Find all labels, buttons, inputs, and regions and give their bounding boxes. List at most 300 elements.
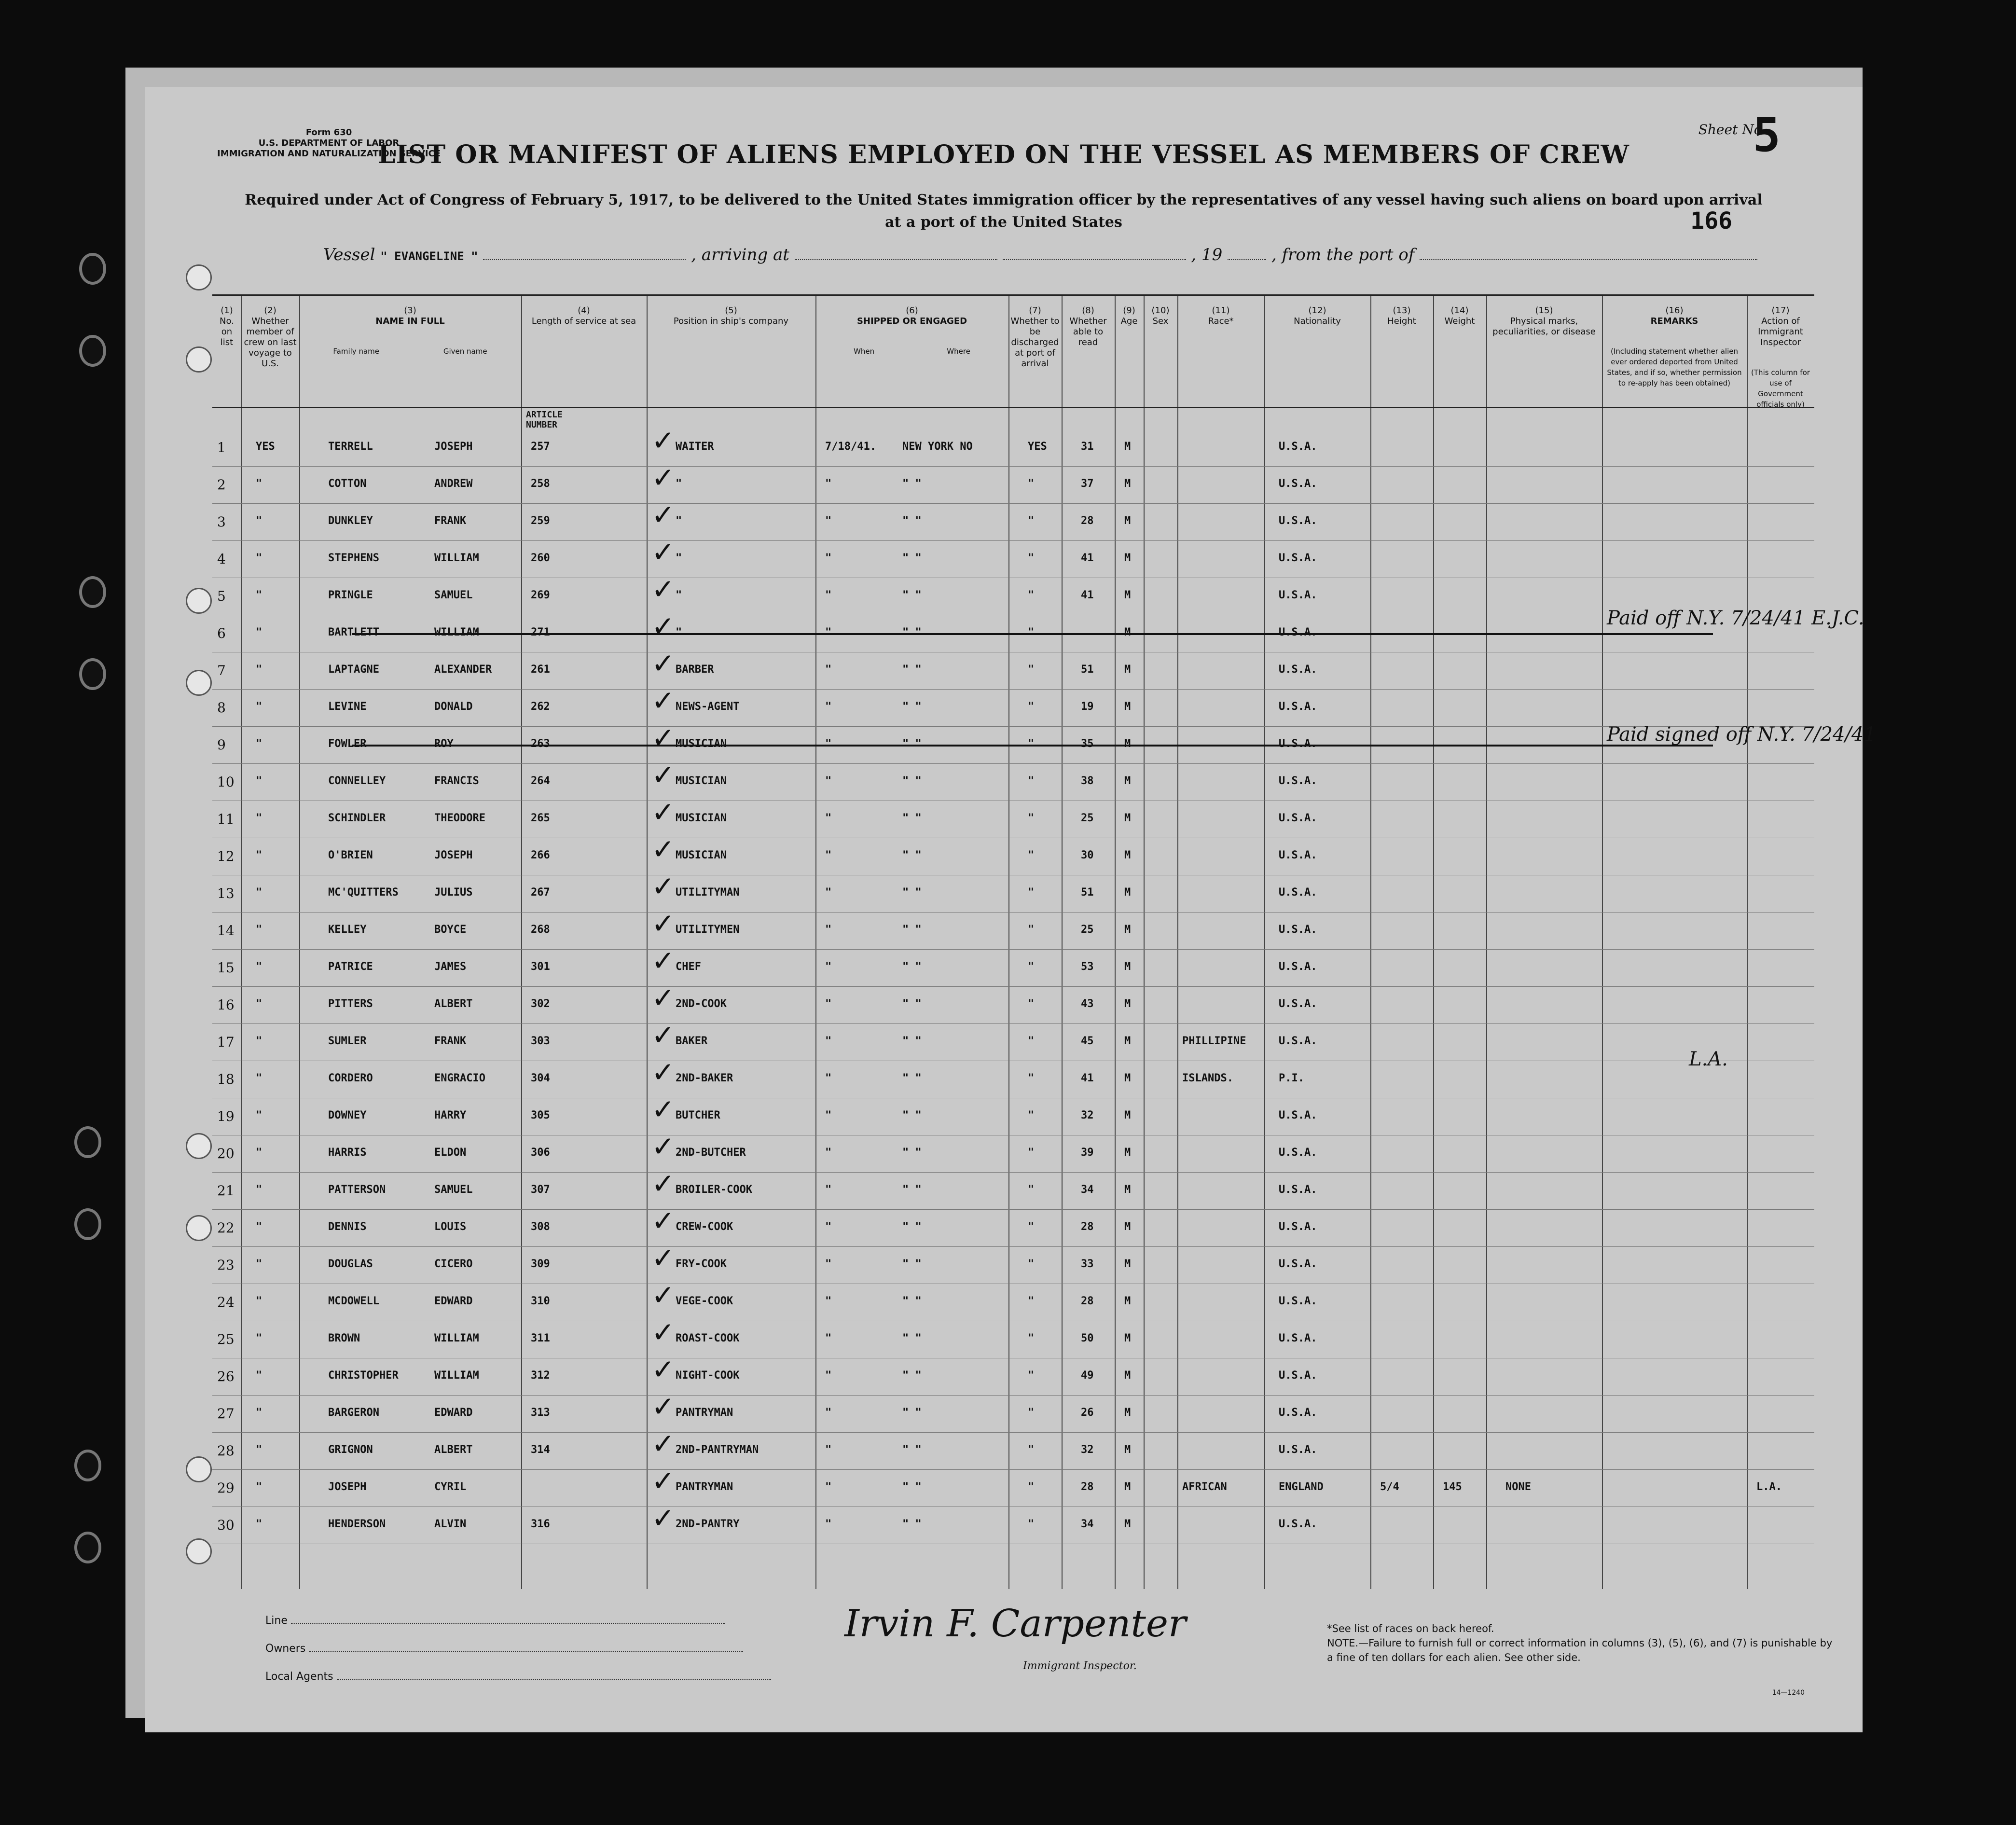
cell-when: " bbox=[825, 1221, 832, 1233]
sheet-number-value: 5 bbox=[1753, 108, 1781, 162]
cell-race: AFRICAN bbox=[1182, 1481, 1227, 1493]
cell-where: " " bbox=[902, 626, 922, 638]
year-label: , 19 bbox=[1191, 245, 1223, 264]
tick-mark: ✓ bbox=[651, 870, 675, 903]
cell-age: 33 bbox=[1081, 1258, 1094, 1270]
row-rule bbox=[212, 689, 1814, 690]
line-field: Line bbox=[265, 1607, 771, 1635]
tick-mark: ✓ bbox=[651, 1465, 675, 1497]
column-subheaders bbox=[817, 346, 1007, 357]
cell-sex: M bbox=[1124, 1184, 1131, 1196]
cell-nationality: U.S.A. bbox=[1279, 1184, 1317, 1196]
row-number: 11 bbox=[217, 811, 235, 827]
tick-mark: ✓ bbox=[651, 1279, 675, 1312]
cell-when: " bbox=[825, 998, 832, 1010]
cell-last: " bbox=[256, 1184, 262, 1196]
cell-discharged: " bbox=[1028, 1184, 1035, 1196]
binder-hole bbox=[77, 1211, 98, 1237]
cell-position: NIGHT-COOK bbox=[676, 1369, 740, 1382]
cell-sex: M bbox=[1124, 1295, 1131, 1307]
cell-last: " bbox=[256, 775, 262, 787]
cell-nationality: U.S.A. bbox=[1279, 664, 1317, 676]
cell-last: " bbox=[256, 924, 262, 936]
cell-family: MCDOWELL bbox=[328, 1295, 379, 1307]
cell-age: 49 bbox=[1081, 1369, 1094, 1382]
cell-family: LAPTAGNE bbox=[328, 664, 379, 676]
cell-sex: M bbox=[1124, 1518, 1131, 1530]
tick-mark: ✓ bbox=[651, 1130, 675, 1163]
port-label: , from the port of bbox=[1271, 245, 1415, 264]
tick-mark: ✓ bbox=[651, 1427, 675, 1460]
cell-when: " bbox=[825, 1184, 832, 1196]
cell-when: " bbox=[825, 1444, 832, 1456]
cell-position: MUSICIAN bbox=[676, 812, 727, 824]
cell-family: COTTON bbox=[328, 478, 367, 490]
tick-mark: ✓ bbox=[651, 907, 675, 940]
row-rule bbox=[212, 986, 1814, 987]
cell-position: 2ND-COOK bbox=[676, 998, 727, 1010]
cell-when: " bbox=[825, 515, 832, 527]
column-header bbox=[1146, 305, 1175, 327]
ring-reinforcement bbox=[186, 1538, 212, 1564]
crew-table bbox=[212, 294, 1876, 1589]
tick-mark: ✓ bbox=[651, 1204, 675, 1237]
tick-mark: ✓ bbox=[651, 1390, 675, 1423]
cell-position: " bbox=[676, 515, 682, 527]
cell-family: CORDERO bbox=[328, 1072, 373, 1084]
row-rule bbox=[212, 1432, 1814, 1433]
cell-article: 310 bbox=[531, 1295, 550, 1307]
column-label: Age bbox=[1120, 316, 1138, 326]
cell-article: 311 bbox=[531, 1332, 550, 1344]
cell-sex: M bbox=[1124, 1221, 1131, 1233]
cell-discharged: " bbox=[1028, 701, 1035, 713]
cell-article: 302 bbox=[531, 998, 550, 1010]
cell-position: MUSICIAN bbox=[676, 849, 727, 861]
cell-when: " bbox=[825, 1332, 832, 1344]
arriving-label: , arriving at bbox=[691, 245, 789, 264]
cell-weight: 145 bbox=[1443, 1481, 1462, 1493]
cell-sex: M bbox=[1124, 1332, 1131, 1344]
port-dots bbox=[1420, 250, 1757, 260]
cell-discharged: " bbox=[1028, 1332, 1035, 1344]
binder-hole bbox=[82, 661, 103, 687]
column-subheader: (This column for use of Government officials only) bbox=[1751, 368, 1810, 409]
date-dots bbox=[1003, 250, 1186, 260]
cell-where: " " bbox=[902, 1444, 922, 1456]
cell-sex: M bbox=[1124, 1035, 1131, 1047]
tick-mark: ✓ bbox=[651, 536, 675, 568]
cell-when: " bbox=[825, 664, 832, 676]
cell-last: " bbox=[256, 1035, 262, 1047]
cell-sex: M bbox=[1124, 1369, 1131, 1382]
row-rule bbox=[212, 1172, 1814, 1173]
row-number: 26 bbox=[217, 1369, 235, 1384]
cell-race: ISLANDS. bbox=[1182, 1072, 1233, 1084]
cell-age: 39 bbox=[1081, 1147, 1094, 1159]
cell-nationality: U.S.A. bbox=[1279, 1407, 1317, 1419]
cell-nationality: U.S.A. bbox=[1279, 626, 1317, 638]
cell-nationality: U.S.A. bbox=[1279, 1518, 1317, 1530]
row-rule bbox=[212, 949, 1814, 950]
cell-nationality: U.S.A. bbox=[1279, 961, 1317, 973]
remark-signed-off: Paid signed off N.Y. 7/24/41 bbox=[1607, 723, 1876, 746]
cell-when: " bbox=[825, 1035, 832, 1047]
cell-given: WILLIAM bbox=[434, 1369, 479, 1382]
cell-position: WAITER bbox=[676, 441, 714, 453]
tick-mark: ✓ bbox=[651, 1353, 675, 1386]
tick-mark: ✓ bbox=[651, 1242, 675, 1274]
cell-discharged: " bbox=[1028, 1035, 1035, 1047]
cell-where: " " bbox=[902, 849, 922, 861]
cell-age: 41 bbox=[1081, 1072, 1094, 1084]
cell-age: 28 bbox=[1081, 515, 1094, 527]
cell-where: " " bbox=[902, 886, 922, 899]
cell-age: 41 bbox=[1081, 589, 1094, 601]
column-label: SHIPPED OR ENGAGED bbox=[856, 316, 967, 326]
cell-where: " " bbox=[902, 1332, 922, 1344]
cell-age: 32 bbox=[1081, 1109, 1094, 1121]
cell-age: 51 bbox=[1081, 664, 1094, 676]
footer-notes bbox=[1327, 1621, 1834, 1665]
column-number: (10) bbox=[1151, 305, 1170, 316]
cell-where: " " bbox=[902, 1072, 922, 1084]
cell-when: " bbox=[825, 701, 832, 713]
cell-discharged: " bbox=[1028, 1072, 1035, 1084]
ring-reinforcement bbox=[186, 1456, 212, 1482]
cell-article: 309 bbox=[531, 1258, 550, 1270]
column-header bbox=[214, 305, 239, 348]
column-header bbox=[1063, 305, 1113, 348]
cell-age: 45 bbox=[1081, 1035, 1094, 1047]
column-subheaders bbox=[301, 346, 519, 357]
row-rule bbox=[212, 1469, 1814, 1470]
cell-sex: M bbox=[1124, 886, 1131, 899]
row-rule bbox=[212, 540, 1814, 541]
page-number: 166 bbox=[1690, 207, 1732, 235]
cell-given: ALEXANDER bbox=[434, 664, 492, 676]
cell-given: ELDON bbox=[434, 1147, 467, 1159]
cell-where: " " bbox=[902, 1407, 922, 1419]
cell-position: BAKER bbox=[676, 1035, 708, 1047]
cell-last: " bbox=[256, 1258, 262, 1270]
cell-family: SUMLER bbox=[328, 1035, 367, 1047]
column-number: (14) bbox=[1450, 305, 1469, 316]
cell-last: " bbox=[256, 1407, 262, 1419]
cell-when: " bbox=[825, 1369, 832, 1382]
column-label: Whether member of crew on last voyage to U.S. bbox=[244, 316, 297, 369]
row-rule bbox=[212, 1023, 1814, 1024]
cell-last: " bbox=[256, 552, 262, 564]
cell-sex: M bbox=[1124, 738, 1131, 750]
cell-article: 268 bbox=[531, 924, 550, 936]
cell-where: " " bbox=[902, 812, 922, 824]
column-label: Nationality bbox=[1294, 316, 1341, 326]
cell-family: BARTLETT bbox=[328, 626, 379, 638]
cell-when: " bbox=[825, 924, 832, 936]
cell-last: " bbox=[256, 1072, 262, 1084]
cell-discharged: " bbox=[1028, 552, 1035, 564]
column-number: (11) bbox=[1212, 305, 1230, 316]
cell-sex: M bbox=[1124, 1481, 1131, 1493]
cell-where: " " bbox=[902, 1109, 922, 1121]
row-number: 28 bbox=[217, 1443, 235, 1459]
cell-position: BROILER-COOK bbox=[676, 1184, 752, 1196]
cell-last: " bbox=[256, 1332, 262, 1344]
cell-article: 263 bbox=[531, 738, 550, 750]
row-number: 24 bbox=[217, 1294, 235, 1310]
cell-age: 19 bbox=[1081, 701, 1094, 713]
cell-discharged: " bbox=[1028, 1147, 1035, 1159]
cell-where: " " bbox=[902, 1184, 922, 1196]
cell-article: 303 bbox=[531, 1035, 550, 1047]
tick-mark: ✓ bbox=[651, 1502, 675, 1535]
cell-position: " bbox=[676, 626, 682, 638]
cell-sex: M bbox=[1124, 515, 1131, 527]
cell-article: 265 bbox=[531, 812, 550, 824]
cell-family: SCHINDLER bbox=[328, 812, 386, 824]
column-number: (17) bbox=[1771, 305, 1790, 316]
ring-reinforcement bbox=[186, 264, 212, 290]
cell-sex: M bbox=[1124, 552, 1131, 564]
cell-when: " bbox=[825, 886, 832, 899]
cell-article: 316 bbox=[531, 1518, 550, 1530]
tick-mark: ✓ bbox=[651, 982, 675, 1014]
cell-last: " bbox=[256, 1221, 262, 1233]
column-label: Weight bbox=[1444, 316, 1475, 326]
row-number: 8 bbox=[217, 700, 226, 716]
cell-where: " " bbox=[902, 738, 922, 750]
column-label: No. on list bbox=[220, 316, 234, 347]
column-number: (7) bbox=[1029, 305, 1041, 316]
row-number: 1 bbox=[217, 440, 226, 456]
cell-age: 26 bbox=[1081, 1407, 1094, 1419]
column-label: Sex bbox=[1152, 316, 1169, 326]
cell-article: 305 bbox=[531, 1109, 550, 1121]
cell-position: FRY-COOK bbox=[676, 1258, 727, 1270]
tick-mark: ✓ bbox=[651, 647, 675, 680]
ring-reinforcement bbox=[186, 346, 212, 373]
cell-position: CREW-COOK bbox=[676, 1221, 733, 1233]
cell-article: 301 bbox=[531, 961, 550, 973]
cell-sex: M bbox=[1124, 924, 1131, 936]
tick-mark: ✓ bbox=[651, 573, 675, 606]
tick-mark: ✓ bbox=[651, 1167, 675, 1200]
cell-nationality: U.S.A. bbox=[1279, 738, 1317, 750]
cell-last: " bbox=[256, 626, 262, 638]
cell-sex: M bbox=[1124, 626, 1131, 638]
cell-where: " " bbox=[902, 701, 922, 713]
cell-discharged: " bbox=[1028, 664, 1035, 676]
row-rule bbox=[212, 503, 1814, 504]
column-header bbox=[1488, 305, 1600, 337]
cell-article: 271 bbox=[531, 626, 550, 638]
cell-when: " bbox=[825, 1072, 832, 1084]
cell-where: " " bbox=[902, 1221, 922, 1233]
cell-last: " bbox=[256, 849, 262, 861]
cell-family: PRINGLE bbox=[328, 589, 373, 601]
department-name: U.S. DEPARTMENT OF LABOR bbox=[258, 138, 400, 148]
cell-position: " bbox=[676, 478, 682, 490]
row-number: 30 bbox=[217, 1517, 235, 1533]
cell-nationality: U.S.A. bbox=[1279, 924, 1317, 936]
cell-nationality: U.S.A. bbox=[1279, 1444, 1317, 1456]
page-title: LIST OR MANIFEST OF ALIENS EMPLOYED ON THE VESSEL AS MEMBERS OF CREW bbox=[378, 140, 1629, 169]
cell-when: " bbox=[825, 961, 832, 973]
column-number: (12) bbox=[1308, 305, 1326, 316]
cell-article: 258 bbox=[531, 478, 550, 490]
tick-mark: ✓ bbox=[651, 833, 675, 866]
cell-position: ROAST-COOK bbox=[676, 1332, 740, 1344]
column-label: Physical marks, peculiarities, or disease bbox=[1492, 316, 1596, 337]
column-subheader: Given name bbox=[443, 347, 487, 356]
cell-article: 267 bbox=[531, 886, 550, 899]
arriving-dots bbox=[795, 250, 997, 260]
cell-nationality: U.S.A. bbox=[1279, 1258, 1317, 1270]
row-number: 12 bbox=[217, 848, 235, 864]
cell-sex: M bbox=[1124, 1258, 1131, 1270]
cell-given: FRANK bbox=[434, 515, 467, 527]
cell-where: " " bbox=[902, 1258, 922, 1270]
column-label: REMARKS bbox=[1650, 316, 1698, 326]
cell-family: HENDERSON bbox=[328, 1518, 386, 1530]
manifest-page bbox=[145, 87, 1876, 1732]
cell-position: UTILITYMAN bbox=[676, 886, 740, 899]
strike-through-line bbox=[352, 745, 1713, 747]
penalty-note: NOTE.—Failure to furnish full or correct information in columns (3), (5), (6), and (7) is punishable by a fine of ten dollars for each alien. See other side. bbox=[1327, 1637, 1833, 1663]
cell-article: 314 bbox=[531, 1444, 550, 1456]
cell-given: FRANK bbox=[434, 1035, 467, 1047]
cell-article: 269 bbox=[531, 589, 550, 601]
cell-given: ENGRACIO bbox=[434, 1072, 485, 1084]
cell-given: EDWARD bbox=[434, 1295, 473, 1307]
cell-sex: M bbox=[1124, 1109, 1131, 1121]
cell-when: " bbox=[825, 1109, 832, 1121]
row-number: 21 bbox=[217, 1183, 235, 1199]
tick-mark: ✓ bbox=[651, 610, 675, 643]
cell-discharged: " bbox=[1028, 478, 1035, 490]
column-number: (5) bbox=[725, 305, 737, 316]
cell-age: 31 bbox=[1081, 441, 1094, 453]
row-number: 19 bbox=[217, 1108, 235, 1124]
cell-sex: M bbox=[1124, 998, 1131, 1010]
cell-height: 5/4 bbox=[1380, 1481, 1399, 1493]
row-number: 16 bbox=[217, 997, 235, 1013]
cell-age: 28 bbox=[1081, 1481, 1094, 1493]
cell-given: EDWARD bbox=[434, 1407, 473, 1419]
cell-position: BUTCHER bbox=[676, 1109, 720, 1121]
binder-hole bbox=[77, 1129, 98, 1155]
cell-last: " bbox=[256, 812, 262, 824]
cell-age: 35 bbox=[1081, 738, 1094, 750]
cell-article: 313 bbox=[531, 1407, 550, 1419]
row-number: 23 bbox=[217, 1257, 235, 1273]
column-header bbox=[649, 305, 814, 327]
cell-age: 30 bbox=[1081, 849, 1094, 861]
cell-family: MC'QUITTERS bbox=[328, 886, 399, 899]
row-number: 18 bbox=[217, 1071, 235, 1087]
cell-last: " bbox=[256, 515, 262, 527]
cell-family: PITTERS bbox=[328, 998, 373, 1010]
cell-position: " bbox=[676, 552, 682, 564]
sheet-number-label: Sheet No. bbox=[1698, 122, 1766, 138]
column-header bbox=[1117, 305, 1142, 327]
cell-age: 53 bbox=[1081, 961, 1094, 973]
column-header bbox=[1604, 305, 1745, 388]
cell-discharged: YES bbox=[1028, 441, 1047, 453]
cell-nationality: U.S.A. bbox=[1279, 1332, 1317, 1344]
cell-nationality: ENGLAND bbox=[1279, 1481, 1324, 1493]
cell-family: PATRICE bbox=[328, 961, 373, 973]
ring-reinforcement bbox=[186, 1133, 212, 1159]
cell-article: 262 bbox=[531, 701, 550, 713]
row-number: 20 bbox=[217, 1146, 235, 1161]
cell-where: " " bbox=[902, 664, 922, 676]
cell-when: " bbox=[825, 626, 832, 638]
column-number: (1) bbox=[221, 305, 233, 316]
cell-given: CICERO bbox=[434, 1258, 473, 1270]
column-label: Whether to be discharged at port of arrival bbox=[1010, 316, 1060, 369]
cell-discharged: " bbox=[1028, 961, 1035, 973]
cell-where: " " bbox=[902, 1035, 922, 1047]
cell-last: " bbox=[256, 961, 262, 973]
column-subheader: Family name bbox=[333, 347, 379, 356]
cell-last: " bbox=[256, 701, 262, 713]
tick-mark: ✓ bbox=[651, 498, 675, 531]
cell-nationality: U.S.A. bbox=[1279, 886, 1317, 899]
cell-when: " bbox=[825, 775, 832, 787]
cell-position: " bbox=[676, 589, 682, 601]
cell-sex: M bbox=[1124, 664, 1131, 676]
cell-position: NEWS-AGENT bbox=[676, 701, 740, 713]
header-rule bbox=[212, 407, 1814, 408]
inspector-signature: Irvin F. Carpenter bbox=[844, 1602, 1187, 1645]
cell-discharged: " bbox=[1028, 775, 1035, 787]
row-number: 13 bbox=[217, 885, 235, 901]
cell-race: PHILLIPINE bbox=[1182, 1035, 1246, 1047]
column-number: (3) bbox=[404, 305, 416, 316]
column-subheader: Where bbox=[947, 347, 970, 356]
cell-discharged: " bbox=[1028, 515, 1035, 527]
cell-age: 38 bbox=[1081, 775, 1094, 787]
cell-last: " bbox=[256, 738, 262, 750]
cell-age: 50 bbox=[1081, 1332, 1094, 1344]
cell-nationality: U.S.A. bbox=[1279, 775, 1317, 787]
cell-family: DOWNEY bbox=[328, 1109, 367, 1121]
cell-nationality: U.S.A. bbox=[1279, 849, 1317, 861]
cell-discharged: " bbox=[1028, 849, 1035, 861]
cell-action: L.A. bbox=[1756, 1481, 1782, 1493]
cell-when: " bbox=[825, 812, 832, 824]
cell-position: PANTRYMAN bbox=[676, 1481, 733, 1493]
cell-nationality: U.S.A. bbox=[1279, 1109, 1317, 1121]
column-number: (13) bbox=[1393, 305, 1411, 316]
row-number: 9 bbox=[217, 737, 226, 753]
column-number: (4) bbox=[578, 305, 590, 316]
form-number: Form 630 bbox=[305, 127, 352, 138]
cell-age: 32 bbox=[1081, 1444, 1094, 1456]
ring-reinforcement bbox=[186, 1215, 212, 1241]
cell-given: WILLIAM bbox=[434, 1332, 479, 1344]
cell-where: " " bbox=[902, 775, 922, 787]
row-number: 27 bbox=[217, 1406, 235, 1422]
cell-last: " bbox=[256, 478, 262, 490]
cell-given: DONALD bbox=[434, 701, 473, 713]
cell-sex: M bbox=[1124, 701, 1131, 713]
cell-where: " " bbox=[902, 924, 922, 936]
cell-when: " bbox=[825, 1518, 832, 1530]
cell-last: " bbox=[256, 998, 262, 1010]
